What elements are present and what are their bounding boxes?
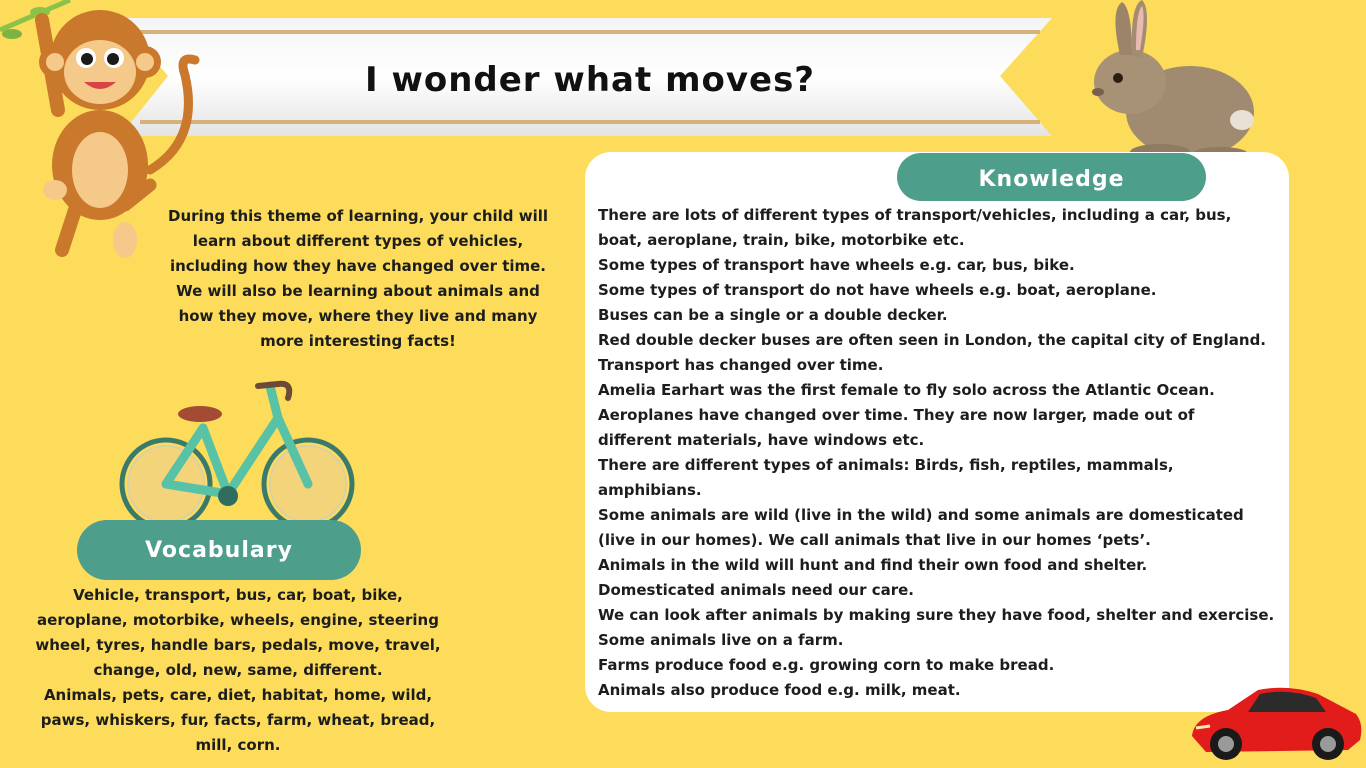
- intro-line: how they move, where they live and many: [178, 307, 538, 325]
- knowledge-line: Some types of transport do not have wheels e.g. boat, aeroplane.: [598, 281, 1157, 299]
- knowledge-line: Aeroplanes have changed over time. They are now larger, made out of: [598, 406, 1195, 424]
- knowledge-line: Some types of transport have wheels e.g. car, bus, bike.: [598, 256, 1075, 274]
- vocabulary-heading: Vocabulary: [77, 520, 361, 580]
- intro-text: [168, 204, 548, 354]
- knowledge-line: We can look after animals by making sure they have food, shelter and exercise.: [598, 606, 1275, 624]
- bicycle-illustration: [118, 378, 358, 536]
- intro-line: learn about different types of vehicles,: [192, 232, 524, 250]
- intro-line: more interesting facts!: [260, 332, 456, 350]
- vocabulary-line: mill, corn.: [195, 736, 281, 754]
- vocabulary-text: [16, 583, 460, 758]
- page-title: I wonder what moves?: [364, 60, 816, 100]
- rabbit-illustration: [1070, 0, 1260, 162]
- knowledge-line: Domesticated animals need our care.: [598, 581, 914, 599]
- intro-line: We will also be learning about animals and: [176, 282, 540, 300]
- knowledge-line: different materials, have windows etc.: [598, 431, 925, 449]
- vocabulary-line: Vehicle, transport, bus, car, boat, bike,: [73, 586, 403, 604]
- vocabulary-line: Animals, pets, care, diet, habitat, home, wild,: [43, 686, 433, 704]
- knowledge-facts: [598, 203, 1278, 703]
- intro-line: During this theme of learning, your child will: [168, 207, 549, 225]
- knowledge-line: Animals also produce food e.g. milk, meat.: [598, 681, 961, 699]
- knowledge-line: amphibians.: [598, 481, 702, 499]
- knowledge-line: Transport has changed over time.: [598, 356, 884, 374]
- knowledge-line: There are lots of different types of transport/vehicles, including a car, bus,: [598, 206, 1232, 224]
- knowledge-line: There are different types of animals: Birds, fish, reptiles, mammals,: [598, 456, 1174, 474]
- knowledge-line: Animals in the wild will hunt and find their own food and shelter.: [598, 556, 1148, 574]
- knowledge-line: Farms produce food e.g. growing corn to make bread.: [598, 656, 1055, 674]
- knowledge-line: Some animals are wild (live in the wild) and some animals are domesticated: [598, 506, 1244, 524]
- knowledge-heading: Knowledge: [897, 153, 1206, 201]
- knowledge-line: Amelia Earhart was the first female to fly solo across the Atlantic Ocean.: [598, 381, 1215, 399]
- vocabulary-line: aeroplane, motorbike, wheels, engine, steering: [37, 611, 439, 629]
- vocabulary-line: paws, whiskers, fur, facts, farm, wheat, bread,: [40, 711, 436, 729]
- vocabulary-line: change, old, new, same, different.: [93, 661, 383, 679]
- knowledge-line: boat, aeroplane, train, bike, motorbike etc.: [598, 231, 965, 249]
- knowledge-line: Buses can be a single or a double decker.: [598, 306, 948, 324]
- red-car-illustration: [1188, 680, 1364, 766]
- knowledge-line: Some animals live on a farm.: [598, 631, 844, 649]
- intro-line: including how they have changed over time.: [169, 257, 547, 275]
- knowledge-line: Red double decker buses are often seen in London, the capital city of England.: [598, 331, 1266, 349]
- vocabulary-line: wheel, tyres, handle bars, pedals, move, travel,: [35, 636, 441, 654]
- knowledge-line: (live in our homes). We call animals that live in our homes ‘pets’.: [598, 531, 1151, 549]
